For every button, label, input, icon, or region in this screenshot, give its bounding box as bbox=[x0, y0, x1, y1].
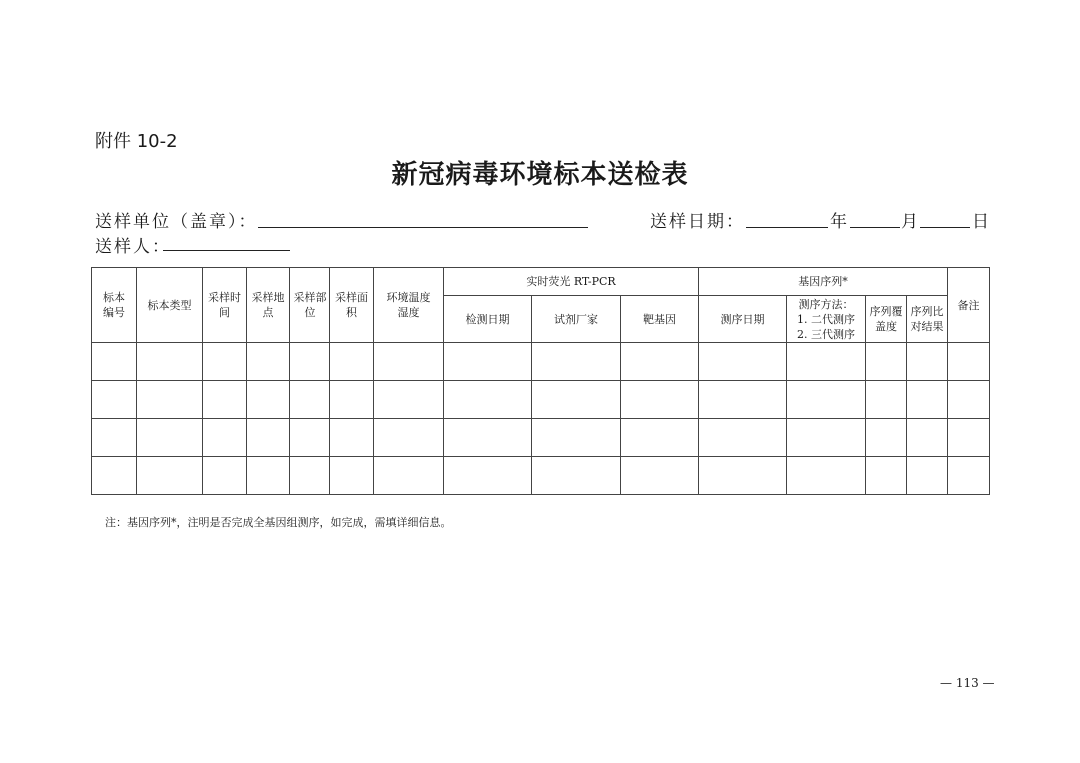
page-title: 新冠病毒环境标本送检表 bbox=[391, 160, 689, 190]
table-row bbox=[92, 381, 990, 419]
col-sample-area: 采样面积 bbox=[330, 268, 374, 343]
group-pcr: 实时荧光 RT-PCR bbox=[444, 268, 699, 296]
col-env: 环境温度湿度 bbox=[374, 268, 444, 343]
sample-form-table bbox=[91, 267, 990, 495]
col-sample-site: 采样地点 bbox=[247, 268, 290, 343]
sender-unit-field[interactable] bbox=[258, 209, 588, 228]
table-row bbox=[92, 457, 990, 495]
col-compare: 序列比对结果 bbox=[907, 296, 948, 343]
group-seq: 基因序列* bbox=[699, 268, 948, 296]
footnote: 注：基因序列*，注明是否完成全基因组测序，如完成，需填详细信息。 bbox=[105, 516, 452, 529]
month-field[interactable] bbox=[850, 209, 900, 228]
col-sample-part: 采样部位 bbox=[290, 268, 330, 343]
col-seq-method: 测序方法： 1. 二代测序 2. 三代测序 bbox=[787, 296, 866, 343]
col-target: 靶基因 bbox=[621, 296, 699, 343]
year-label: 年 bbox=[830, 212, 847, 232]
header-row-1 bbox=[92, 268, 990, 296]
col-seq-date: 测序日期 bbox=[699, 296, 787, 343]
col-sample-type: 标本类型 bbox=[137, 268, 203, 343]
table-row bbox=[92, 343, 990, 381]
col-test-date: 检测日期 bbox=[444, 296, 532, 343]
col-sample-no: 标本编号 bbox=[92, 268, 137, 343]
day-label: 日 bbox=[972, 212, 989, 232]
sender-unit-label: 送样单位（盖章）： bbox=[95, 212, 258, 232]
col-coverage: 序列覆盖度 bbox=[866, 296, 907, 343]
attachment-label: 附件 10-2 bbox=[95, 131, 178, 152]
sender-label: 送样人： bbox=[95, 237, 171, 257]
year-field[interactable] bbox=[746, 209, 828, 228]
send-date-label: 送样日期： bbox=[650, 212, 745, 232]
col-remark: 备注 bbox=[948, 268, 990, 343]
table-row bbox=[92, 419, 990, 457]
sender-field[interactable] bbox=[163, 232, 290, 251]
page-number: — 113 — bbox=[940, 676, 995, 690]
month-label: 月 bbox=[901, 212, 918, 232]
col-sample-time: 采样时间 bbox=[203, 268, 247, 343]
col-reagent: 试剂厂家 bbox=[532, 296, 621, 343]
day-field[interactable] bbox=[920, 209, 970, 228]
